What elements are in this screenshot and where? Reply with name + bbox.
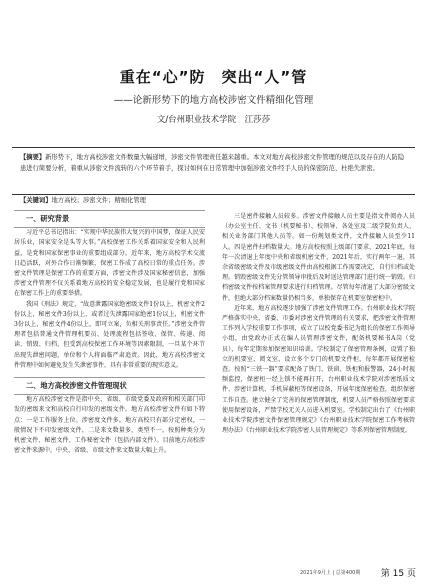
abstract-label: 【摘要】 xyxy=(20,154,46,161)
section-heading-background: 一、研究背景 xyxy=(14,210,205,228)
page-footer xyxy=(300,566,420,578)
keywords-text: 地方高校；涉密文件；精细化管理 xyxy=(51,197,146,204)
article-title: 重在“心”防 突出“人”管 xyxy=(119,68,308,86)
paragraph: 三是密件接触人员较多。涉密文件接触人员主要是指文件阅办人员（办公室主任、文书（机要秘书）、校领导、各处室及二级学院负责人、相关业务部门其他人员等。如一份规划类文件，文件接触人员至少11人。四是密件扫档数量大。地方高校按照上级部门要求，2021年底，每年一次清退上年度中央和省级机密文件，2021年后，实行两年一退，其余省级密级文件及市级密级文件由高校根据工作需要决定，自行归档或处理。销毁密级文件先分管领导审批后及时送达管理部门进行统一销毁。归档密级文件按档案管理要求进行归档管理。尽管每年清退了大部分密级文件，但绝大部分档案数量仍相当多，单独保存在机要室保密柜中。 xyxy=(222,213,415,302)
issue-date: 2021年9月上 | 总第400期 xyxy=(300,570,361,576)
abstract-text: 新形势下，地方高校涉密文件数量大幅递增，涉密文件管理责任越来越重。本文对地方高校涉密文件管理的规范以及存在的人防隐患进行简要分析，着重从涉密文件流转的六个环节着手，探讨如何在日常管理中加强涉密文件经手人员的保密防范、杜绝失泄密。 xyxy=(20,154,405,172)
abstract-box xyxy=(12,147,415,195)
paragraph: 习近平总书记指出：“实现中华民族伟大复兴的中国梦，保证人民安居乐业，国家安全是头等大事。”高校保密工作关系着国家安全和人民利益，是党和国家保密事业的重要组成部分。近年来，地方高校学术交流日趋活跃，对外合作日渐频繁，保密工作成了高校日常的重点任务。涉密文件管理是保密工作的重要方面，涉密文件涉及国家秘密信息，加强涉密文件管理不仅关系着地方高校的安全稳定发展，也是履行党和国家在保密工作上的重要举措。 xyxy=(14,229,205,298)
section-heading-status: 二、地方高校涉密文件管理现状 xyxy=(14,377,205,395)
paragraph: 近年来，地方高校逐步加强了涉密文件管理工作。台州职业技术学院严格落实中央、省委、市委对涉密文件管理的有关要求，把涉密文件管理工作列入学校重要工作事项，成立了以校党委书记为组长的保密工作领导小组，由党政办正式在编人员管理涉密文件，配备机要秘书A岗（党员），每年定期参加保密知识培训。学校制定了保密管理条例，设置了独立的机要室、阅文室，设立多个专门的机要文件柜，每年都开展保密检查。按照“三铁一器”要求配备了铁门、铁窗、铁柜和报警器，24小时视频监控，保密柜一经上锁不能再打开，台州职业技术学院对涉密纸质文件、涉密计算机、手机屏蔽柜等保密设备，开展年度保密检查，组织保密工作自查。建立健全了完善的保密管理制度，机要人员严格按照保密要求使用保密设备，严禁学校无关人员进入机要室。学校制定出台了《台州职业技术学院涉密文件保密管理规定》《台州职业技术学院保密工作考核管理办法》《台州职业技术学院涉密人员管理规定》等系列保密管理制度。 xyxy=(222,304,415,435)
left-column xyxy=(14,210,205,456)
keywords xyxy=(20,196,415,206)
right-column xyxy=(222,212,415,436)
article-author: 文/台州职业技术学院 江莎莎 xyxy=(156,115,271,125)
keywords-label: 【关键词】 xyxy=(20,197,52,204)
article-subtitle: ——论新形势下的地方高校涉密文件精细化管理 xyxy=(113,95,314,106)
page-number: 第 15 页 xyxy=(380,569,416,579)
paragraph: 地方高校涉密文件是指中央、省级、市级党委及政府和相关部门印发的密级来文和高校自行印发的密级文件。地方高校涉密文件有如下特点：一是工作服务上位。涉密度文件多。地方高校只有部分定密权，一般情况下不印发密级文件，二是来文数量多，类型不一。按照种类分为机密文件、秘密文件、工作秘密文件（包括内部文件）。目前地方高校涉密文件来源中，中央、省级、市级文件来文数量大幅上升。 xyxy=(14,396,205,455)
paragraph: 我国《刑法》规定，“故意泄露国家绝密级文件1份以上，机密文件2份以上，秘密文件3份以上，或者过失泄露国家绝密1份以上，机密文件3份以上，秘密文件4份以上，即可立案，负相关刑事责任。”涉密文件管理者包括普通文件管理机要员、处理流程包括签收、保管、传递、阅读、销毁、归档、但受到高校保密工作环境等因素限制，一旦某个环节出现失泄密问题，单位和个人将面临严肃追责。因此，地方高校涉密文件管理中如何避免发生失泄密事件，具有非常重要的现实意义。 xyxy=(14,300,205,369)
